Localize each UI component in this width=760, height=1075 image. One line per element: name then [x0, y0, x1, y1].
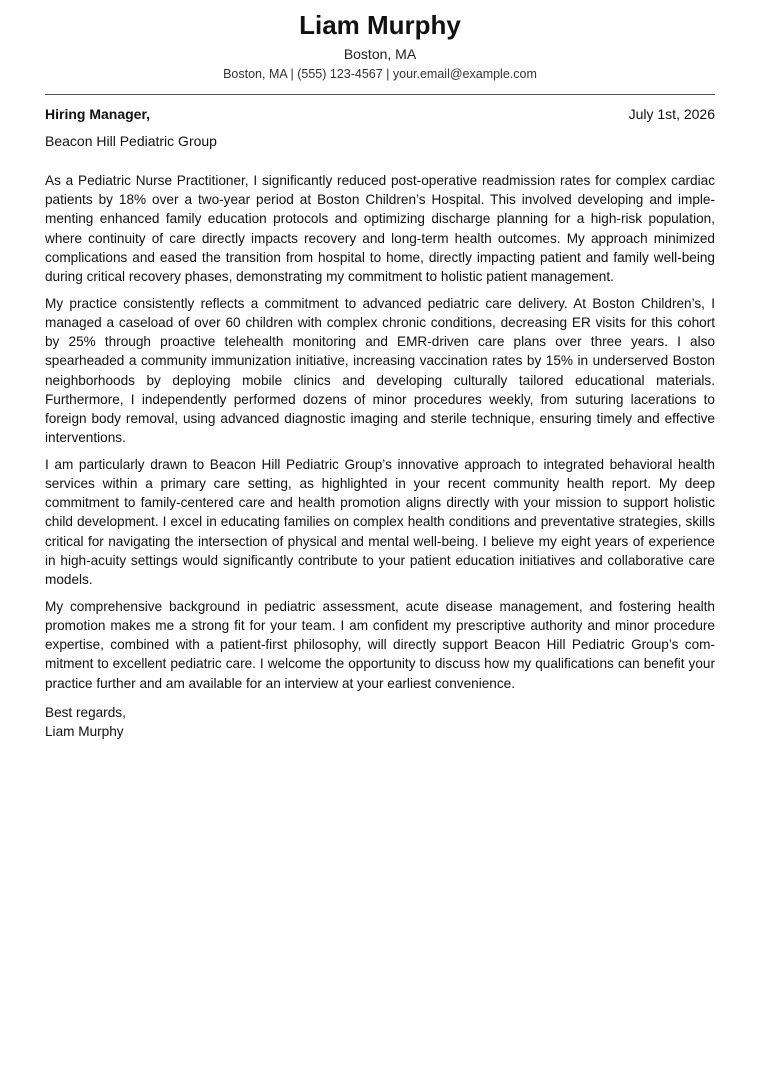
letter-closing [45, 703, 715, 741]
body-paragraph-3: I am particularly drawn to Beacon Hill Pediatric Group’s innovative approach to integrated behavioral health services within a primary care setting, as highlighted in your recent community health report. My deep commitment to family-centered care and health promotion aligns directly with your mission to support holistic child development. I excel in educating families on complex health conditions and preventative strategies, skills critical for navigating the intersection of physical and mental well-being. I believe my eight years of experience in high-acuity settings would significantly contribute to your patient education initiatives and collaborative care models. [45, 456, 715, 588]
recipient-salutation: Hiring Manager, [45, 106, 151, 122]
company-name: Beacon Hill Pediatric Group [45, 133, 217, 149]
applicant-name: Liam Murphy [299, 10, 461, 40]
letter-body [45, 171, 715, 693]
header-divider [45, 94, 715, 95]
body-paragraph-1: As a Pediatric Nurse Practitioner, I significantly reduced post-operative readmission rates for complex cardiac patients by 18% over a two-year period at Boston Children’s Hospital. This involved developing and implementing enhanced family education protocols and optimizing discharge planning for a high-risk population, where continuity of care directly impacts recovery and long-term health outcomes. My approach minimized complications and eased the transition from hospital to home, directly impacting patient and family well-being during critical recovery phases, demonstrating my commitment to holistic patient management. [45, 173, 715, 285]
applicant-location: Boston, MA [343, 46, 417, 62]
closing-phrase: Best regards, [45, 704, 126, 720]
recipient-row [45, 105, 715, 124]
body-paragraph-2: My practice consistently reflects a commitment to advanced pediatric care delivery. At Boston Children’s, I managed a caseload of over 60 children with complex chronic conditions, decreasing ER visits for this cohort by 25% through proactive telehealth monitoring and EMR-driven care plans over three years. I also spearheaded a community immunization initiative, increasing vaccination rates by 15% in underserved Boston neighborhoods by deploying mobile clinics and developing culturally tailored educational materials. Furthermore, I independently performed dozens of minor procedures weekly, from suturing lacerations to foreign body removal, using advanced diagnostic imaging and sterile technique, ensuring timely and effective interventions. [45, 295, 715, 446]
body-paragraph-4: My comprehensive background in pediatric assessment, acute disease management, and fostering health promotion makes me a strong fit for your team. I am confident my prescriptive authority and minor procedure expertise, combined with a patient-first philosophy, will directly support Beacon Hill Pediatric Group’s commitment to excellent pediatric care. I welcome the opportunity to discuss how my qualifications can benefit your practice further and am available for an interview at your earliest convenience. [45, 598, 715, 691]
letter-header [45, 0, 715, 82]
contact-line: Boston, MA | (555) 123-4567 | your.email@example.com [223, 67, 537, 81]
letter-date: July 1st, 2026 [628, 106, 715, 122]
signature-name: Liam Murphy [45, 723, 124, 739]
